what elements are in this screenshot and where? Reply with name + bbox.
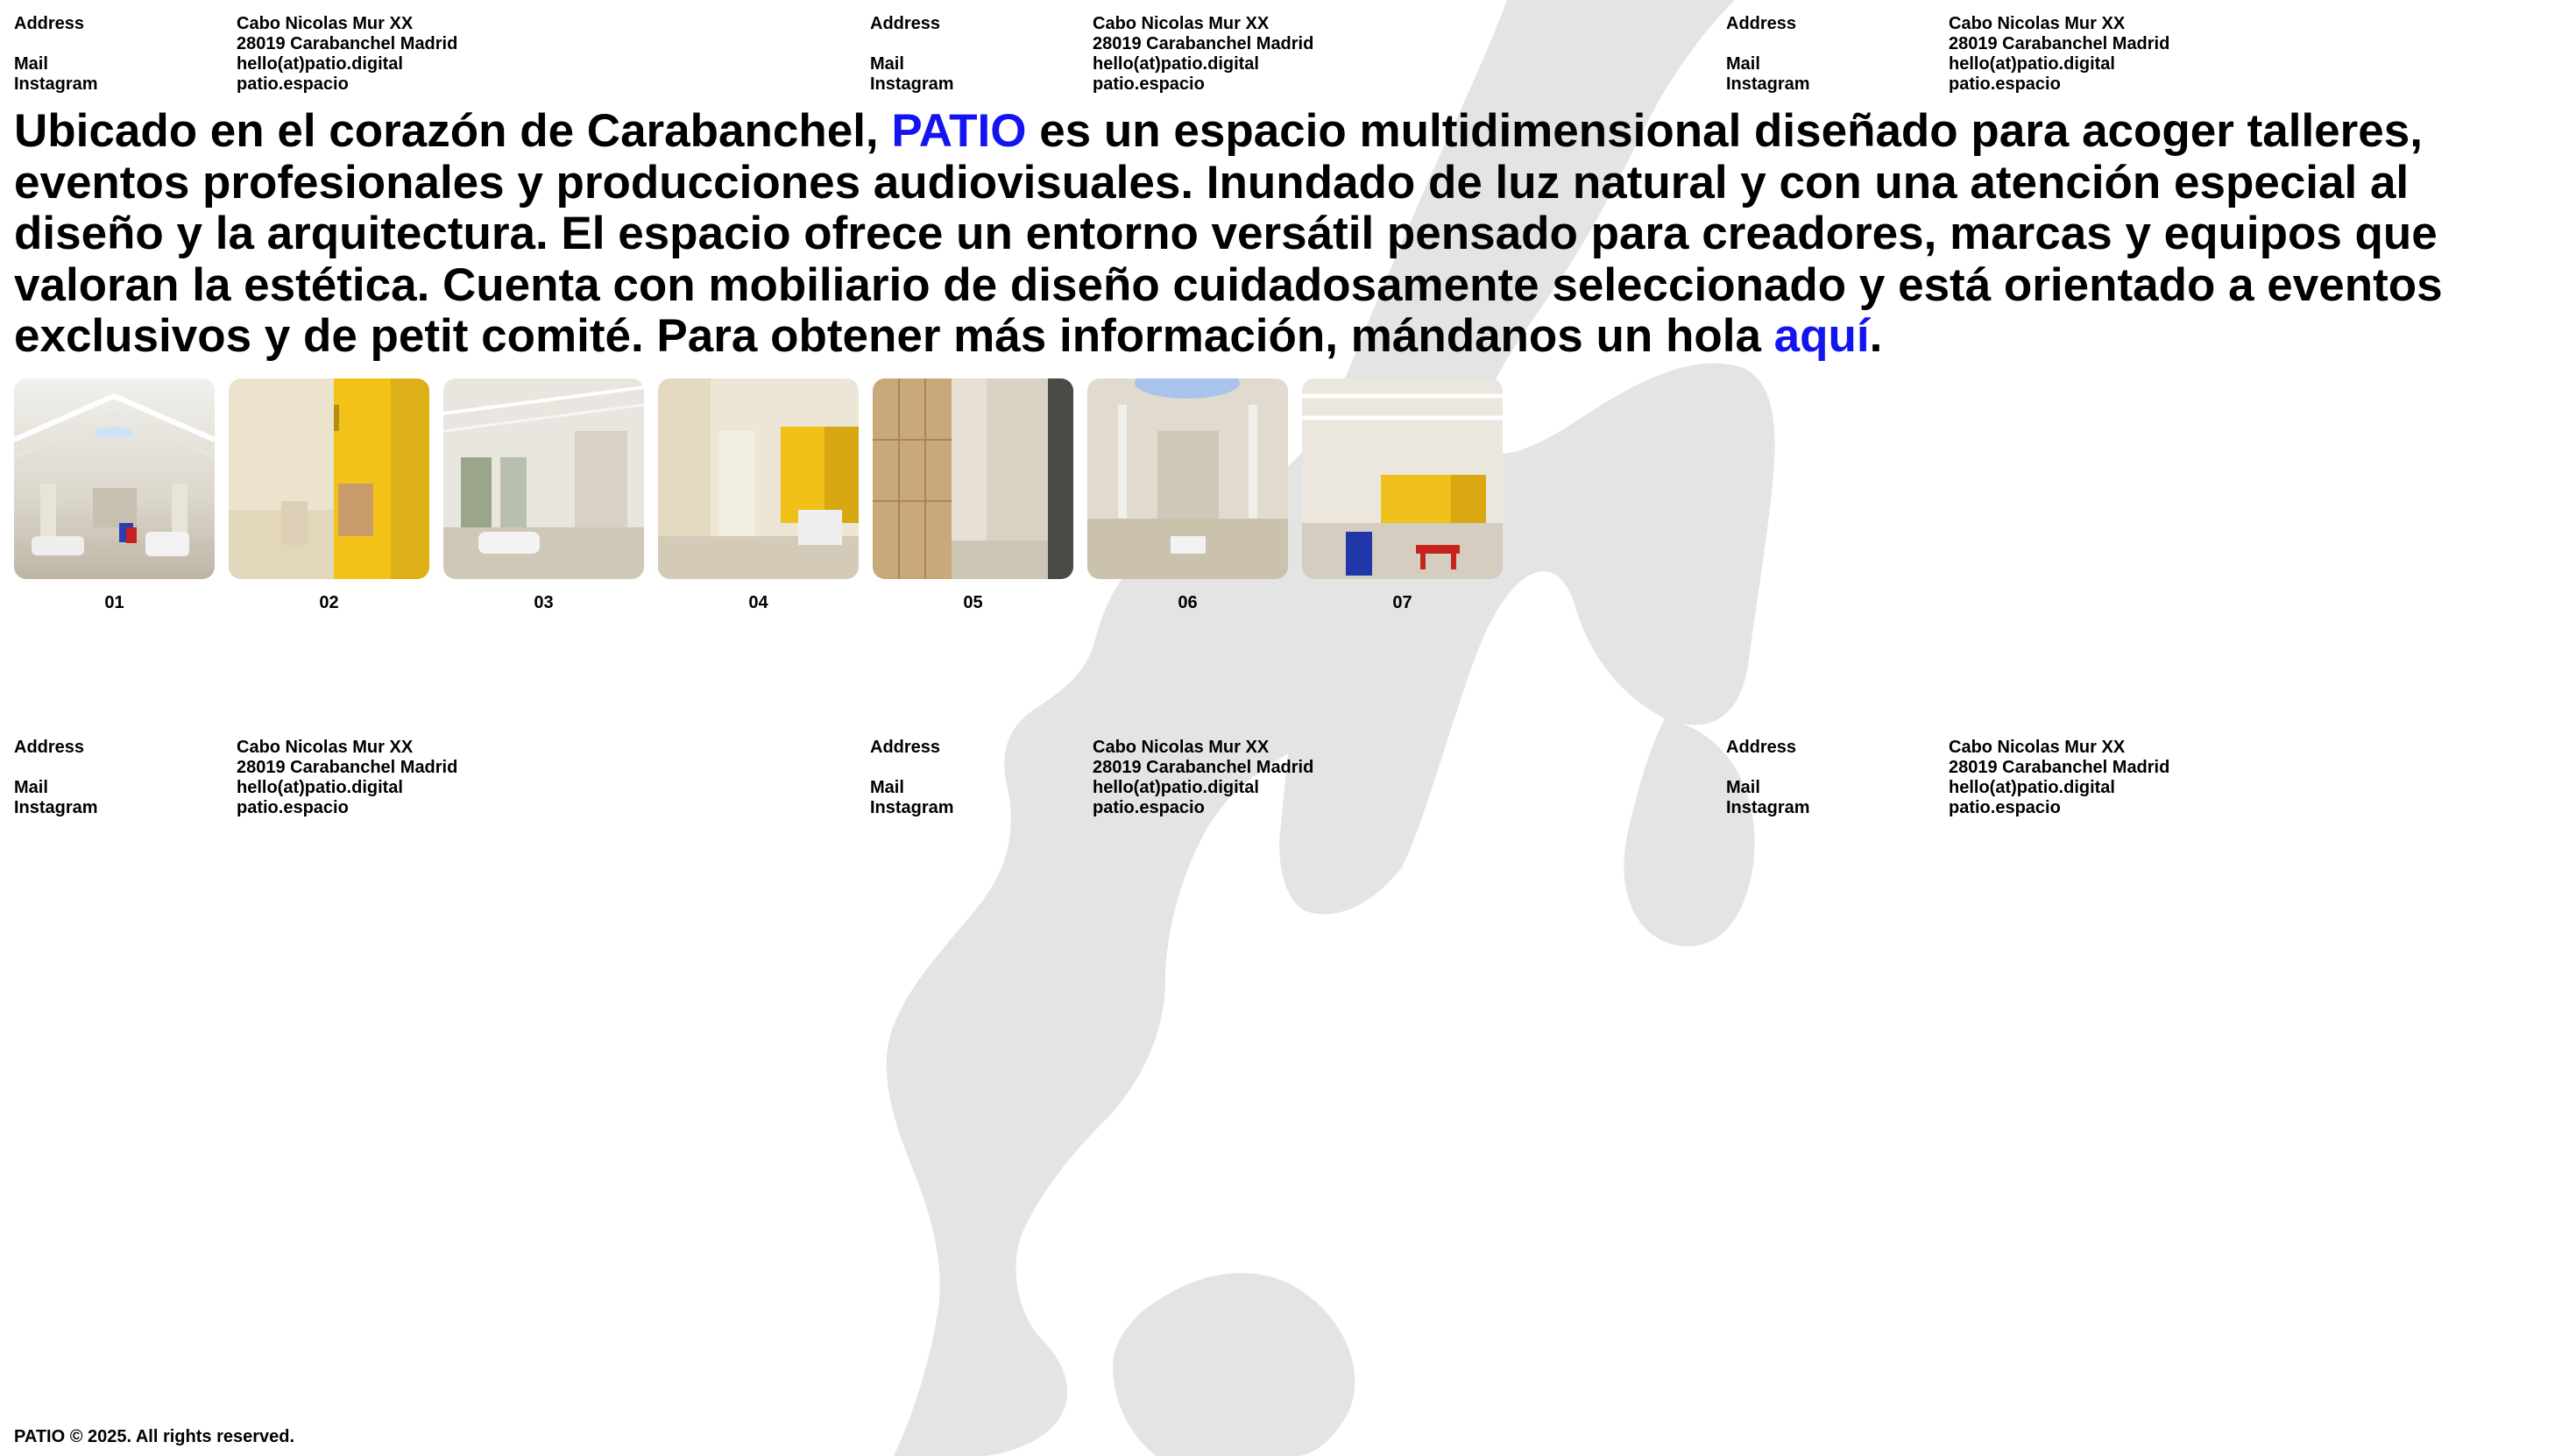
contact-block — [870, 738, 1659, 818]
gallery-number: 02 — [319, 593, 339, 612]
mail-label: Mail — [14, 778, 48, 797]
instagram-link[interactable]: patio.espacio — [1949, 74, 2061, 94]
address-label: Address — [14, 738, 85, 757]
instagram-link[interactable]: patio.espacio — [237, 798, 349, 817]
gallery-photo-04[interactable] — [658, 378, 859, 579]
instagram-link[interactable]: patio.espacio — [1949, 798, 2061, 817]
address-line1: Cabo Nicolas Mur XX — [1093, 14, 1270, 33]
gallery-photo-03[interactable] — [443, 378, 644, 579]
instagram-label: Instagram — [870, 798, 954, 817]
address-line1: Cabo Nicolas Mur XX — [237, 738, 414, 757]
mail-label: Mail — [1726, 778, 1760, 797]
header-contact-row — [14, 14, 2562, 102]
instagram-link[interactable]: patio.espacio — [237, 74, 349, 94]
photo-gallery — [14, 378, 1504, 624]
address-line2: 28019 Carabanchel Madrid — [1949, 758, 2170, 777]
address-line2: 28019 Carabanchel Madrid — [1949, 34, 2170, 53]
mail-link[interactable]: hello(at)patio.digital — [237, 54, 403, 74]
patio-brand-link[interactable]: PATIO — [891, 105, 1027, 157]
gallery-item[interactable] — [873, 378, 1073, 613]
address-line1: Cabo Nicolas Mur XX — [1949, 14, 2126, 33]
address-line1: Cabo Nicolas Mur XX — [1949, 738, 2126, 757]
gallery-number: 06 — [1178, 593, 1198, 612]
address-line2: 28019 Carabanchel Madrid — [237, 758, 458, 777]
gallery-item[interactable] — [1302, 378, 1503, 613]
contact-here-link[interactable]: aquí — [1773, 310, 1870, 362]
mail-link[interactable]: hello(at)patio.digital — [1949, 778, 2115, 797]
mail-label: Mail — [14, 54, 48, 74]
instagram-link[interactable]: patio.espacio — [1093, 798, 1205, 817]
contact-block — [1726, 738, 2515, 818]
contact-block — [14, 738, 803, 818]
instagram-label: Instagram — [14, 74, 98, 94]
address-label: Address — [870, 738, 941, 757]
footer-contact-row — [14, 738, 2562, 825]
mail-link[interactable]: hello(at)patio.digital — [1093, 54, 1259, 74]
gallery-number: 01 — [104, 593, 124, 612]
intro-text: Ubicado en el corazón de Carabanchel, — [14, 105, 892, 157]
gallery-item[interactable] — [229, 378, 429, 613]
instagram-link[interactable]: patio.espacio — [1093, 74, 1205, 94]
intro-text-end: . — [1869, 310, 1883, 362]
gallery-photo-01[interactable] — [14, 378, 215, 579]
address-line1: Cabo Nicolas Mur XX — [1093, 738, 1270, 757]
address-label: Address — [1726, 738, 1797, 757]
gallery-photo-06[interactable] — [1087, 378, 1288, 579]
gallery-photo-02[interactable] — [229, 378, 429, 579]
gallery-number: 04 — [748, 593, 768, 612]
address-label: Address — [1726, 14, 1797, 33]
mail-link[interactable]: hello(at)patio.digital — [237, 778, 403, 797]
mail-link[interactable]: hello(at)patio.digital — [1093, 778, 1259, 797]
gallery-item[interactable] — [443, 378, 644, 613]
mail-label: Mail — [1726, 54, 1760, 74]
address-line2: 28019 Carabanchel Madrid — [237, 34, 458, 53]
gallery-item[interactable] — [658, 378, 859, 613]
address-label: Address — [14, 14, 85, 33]
instagram-label: Instagram — [14, 798, 98, 817]
contact-block — [14, 14, 803, 95]
gallery-item[interactable] — [14, 378, 215, 613]
intro-text: es un espacio multidimensional diseñado para acoger talleres, eventos profesionales y producciones audiovisuales. Inundado de luz natural y con una atención especial al diseño y la arquitectura. El espacio ofrece un entorno versátil pensado para creadores, marcas y equipos que valoran la estética. Cuenta con mobiliario de diseño cuidadosamente seleccionado y está orientado a eventos exclusivos y de petit comité. Para obtener más información, mándanos un hola — [14, 105, 2443, 362]
intro-paragraph — [14, 106, 2562, 363]
gallery-item[interactable] — [1087, 378, 1288, 613]
gallery-number: 03 — [534, 593, 554, 612]
gallery-photo-05[interactable] — [873, 378, 1073, 579]
copyright-text: PATIO © 2025. All rights reserved. — [14, 1427, 295, 1446]
gallery-number: 05 — [963, 593, 983, 612]
address-line2: 28019 Carabanchel Madrid — [1093, 758, 1314, 777]
address-line1: Cabo Nicolas Mur XX — [237, 14, 414, 33]
instagram-label: Instagram — [1726, 74, 1810, 94]
gallery-photo-07[interactable] — [1302, 378, 1503, 579]
mail-link[interactable]: hello(at)patio.digital — [1949, 54, 2115, 74]
mail-label: Mail — [870, 54, 904, 74]
instagram-label: Instagram — [870, 74, 954, 94]
gallery-number: 07 — [1392, 593, 1412, 612]
contact-block — [1726, 14, 2515, 95]
instagram-label: Instagram — [1726, 798, 1810, 817]
mail-label: Mail — [870, 778, 904, 797]
address-label: Address — [870, 14, 941, 33]
address-line2: 28019 Carabanchel Madrid — [1093, 34, 1314, 53]
contact-block — [870, 14, 1659, 95]
